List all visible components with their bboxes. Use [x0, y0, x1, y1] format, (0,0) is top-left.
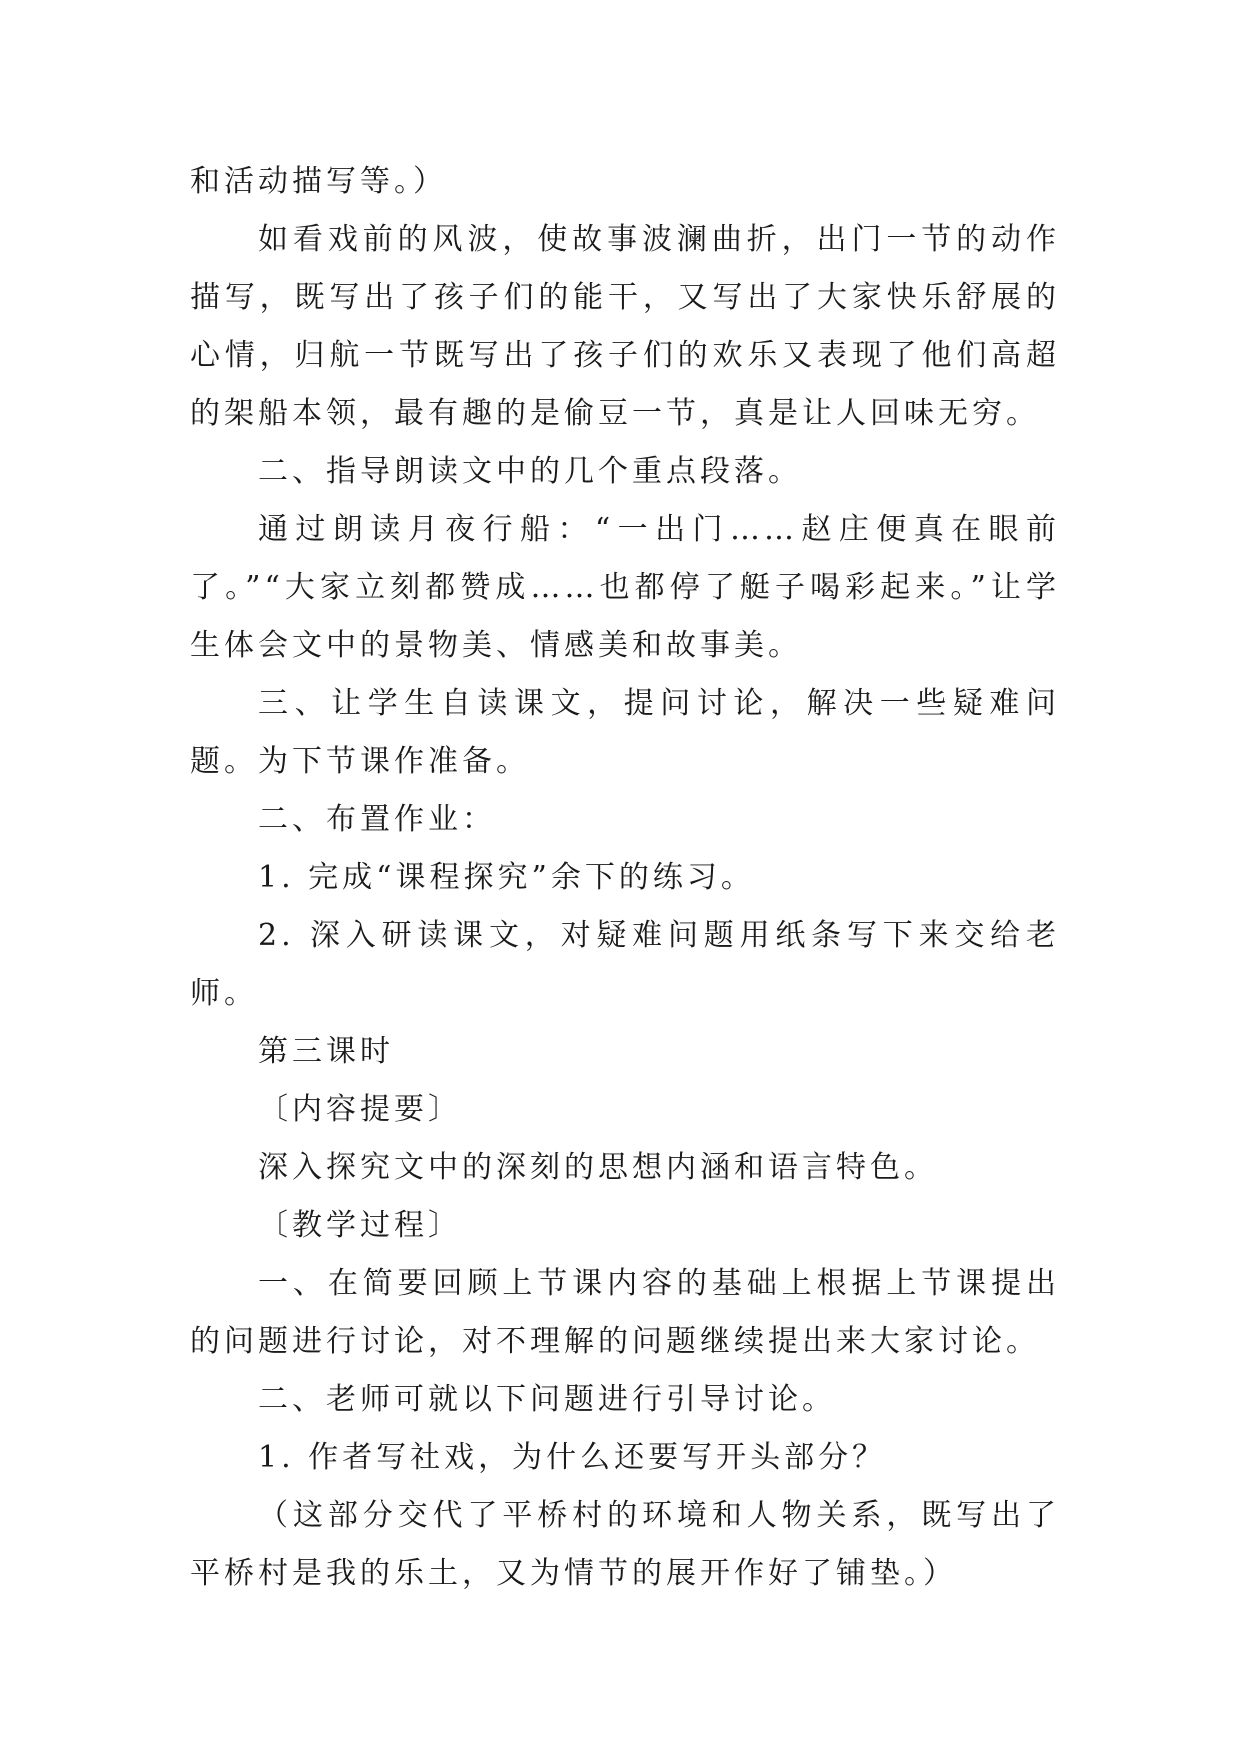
section-heading: 二、指导朗读文中的几个重点段落。 [258, 454, 802, 489]
section-heading: 一、在简要回顾上节课内容的基础上根据上节课提出的问题进行讨论，对不理解的问题继续提出来大家讨论。 [190, 1266, 1060, 1359]
list-item: 1. 作者写社戏，为什么还要写开头部分？ [258, 1440, 887, 1475]
section-heading: 二、布置作业： [258, 802, 496, 837]
document-body [190, 153, 1060, 1603]
section-heading: 三、让学生自读课文，提问讨论，解决一些疑难问题。为下节课作准备。 [190, 686, 1060, 779]
paragraph: 和活动描写等。） [190, 164, 447, 199]
list-item: 1. 完成“课程探究”余下的练习。 [258, 860, 755, 895]
lesson-title: 第三课时 [258, 1034, 394, 1069]
subsection-label: 〔教学过程〕 [258, 1208, 462, 1243]
list-item: 2. 深入研读课文，对疑难问题用纸条写下来交给老师。 [190, 918, 1060, 1011]
paragraph: 通过朗读月夜行船：“一出门……赵庄便真在眼前了。”“大家立刻都赞成……也都停了艇子喝彩起来。”让学生体会文中的景物美、情感美和故事美。 [190, 512, 1060, 663]
paragraph: 如看戏前的风波，使故事波澜曲折，出门一节的动作描写，既写出了孩子们的能干，又写出了大家快乐舒展的心情，归航一节既写出了孩子们的欢乐又表现了他们高超的架船本领，最有趣的是偷豆一节，真是让人回味无穷。 [190, 222, 1060, 431]
subsection-label: 〔内容提要〕 [258, 1092, 462, 1127]
paragraph: 深入探究文中的深刻的思想内涵和语言特色。 [258, 1150, 938, 1185]
paragraph: （这部分交代了平桥村的环境和人物关系，既写出了平桥村是我的乐土，又为情节的展开作好了铺垫。） [190, 1498, 1060, 1591]
section-heading: 二、老师可就以下问题进行引导讨论。 [258, 1382, 836, 1417]
